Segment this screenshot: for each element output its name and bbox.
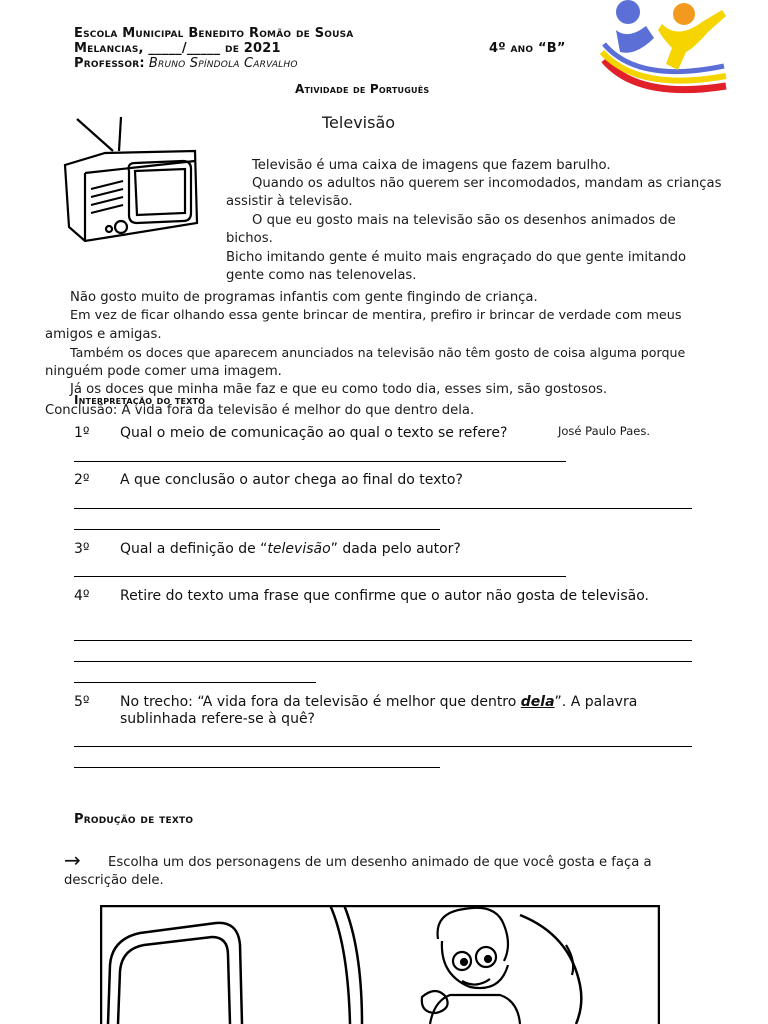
question-5-emphasis: dela: [520, 694, 555, 710]
question-3-term: televisão: [267, 541, 331, 557]
question-2-number: 2º: [74, 472, 90, 488]
reading-paragraph: Bicho imitando gente é muito mais engraçado do que gente imitando: [226, 250, 687, 265]
school-name: Escola Municipal Benedito Romão de Sousa: [74, 26, 354, 41]
answer-line[interactable]: [74, 682, 316, 683]
answer-line[interactable]: [74, 661, 692, 662]
reading-paragraph: Quando os adultos não querem ser incomodados, mandam as crianças: [252, 176, 722, 191]
question-5-text: [120, 694, 693, 728]
interpretation-title: Interpretação do texto: [74, 393, 206, 407]
reading-paragraph: Em vez de ficar olhando essa gente brincar de mentira, prefiro ir brincar de verdade com meus: [70, 308, 682, 323]
professor-label: Professor:: [74, 56, 145, 71]
question-3-text: [120, 541, 461, 558]
reading-paragraph: ninguém pode comer uma imagem.: [45, 364, 282, 379]
school-logo-icon: [598, 0, 730, 100]
reading-paragraph: amigos e amigas.: [45, 327, 162, 342]
question-1-text: Qual o meio de comunicação ao qual o texto se refere?: [120, 425, 508, 441]
answer-line[interactable]: [74, 767, 440, 768]
question-1-number: 1º: [74, 425, 90, 441]
answer-line[interactable]: [74, 461, 566, 462]
reading-paragraph: Televisão é uma caixa de imagens que fazem barulho.: [252, 158, 611, 173]
professor-name: Bruno Spíndola Carvalho: [148, 56, 298, 71]
place-date: Melancias, _____/_____ de 2021: [74, 41, 281, 56]
production-title: Produção de texto: [74, 812, 194, 827]
activity-title: Atividade de Português: [295, 82, 430, 96]
reading-paragraph: assistir à televisão.: [226, 194, 353, 209]
reading-conclusion: Conclusão: A vida fora da televisão é melhor do que dentro dela.: [45, 403, 475, 418]
question-3-text-after: ” dada pelo autor?: [330, 541, 461, 557]
child-watching-tv-illustration: [100, 905, 660, 1024]
question-4-text: Retire do texto uma frase que confirme que o autor não gosta de televisão.: [120, 588, 649, 604]
production-instruction-line1: Escolha um dos personagens de um desenho animado de que você gosta e faça a: [108, 855, 652, 870]
answer-line[interactable]: [74, 508, 692, 509]
production-instruction-line2: descrição dele.: [64, 873, 164, 888]
reading-author: José Paulo Paes.: [558, 424, 650, 438]
question-4-number: 4º: [74, 588, 90, 604]
professor-line: [74, 56, 298, 71]
question-3-number: 3º: [74, 541, 90, 557]
reading-paragraph: Já os doces que minha mãe faz e que eu como todo dia, esses sim, são gostosos.: [70, 382, 608, 397]
reading-paragraph: Também os doces que aparecem anunciados na televisão não têm gosto de coisa alguma porque: [70, 345, 686, 360]
arrow-right-icon: →: [64, 848, 81, 872]
grade: 4º ano “B”: [489, 41, 566, 56]
question-2-text: A que conclusão o autor chega ao final do texto?: [120, 472, 463, 488]
reading-paragraph: O que eu gosto mais na televisão são os desenhos animados de: [252, 213, 676, 228]
reading-title: Televisão: [322, 113, 396, 132]
television-icon: [55, 115, 215, 250]
reading-paragraph: gente como nas telenovelas.: [226, 268, 417, 283]
question-5-text-after: ”. A palavra sublinhada refere-se à quê?: [120, 694, 638, 727]
answer-line[interactable]: [74, 746, 692, 747]
question-3-text-before: Qual a definição de “: [120, 541, 268, 557]
question-5-text-before: No trecho: “A vida fora da televisão é melhor que dentro: [120, 694, 521, 710]
answer-line[interactable]: [74, 640, 692, 641]
question-5-number: 5º: [74, 694, 90, 710]
answer-line[interactable]: [74, 576, 566, 577]
reading-paragraph: bichos.: [226, 231, 273, 246]
reading-paragraph: Não gosto muito de programas infantis com gente fingindo de criança.: [70, 290, 538, 305]
answer-line[interactable]: [74, 529, 440, 530]
